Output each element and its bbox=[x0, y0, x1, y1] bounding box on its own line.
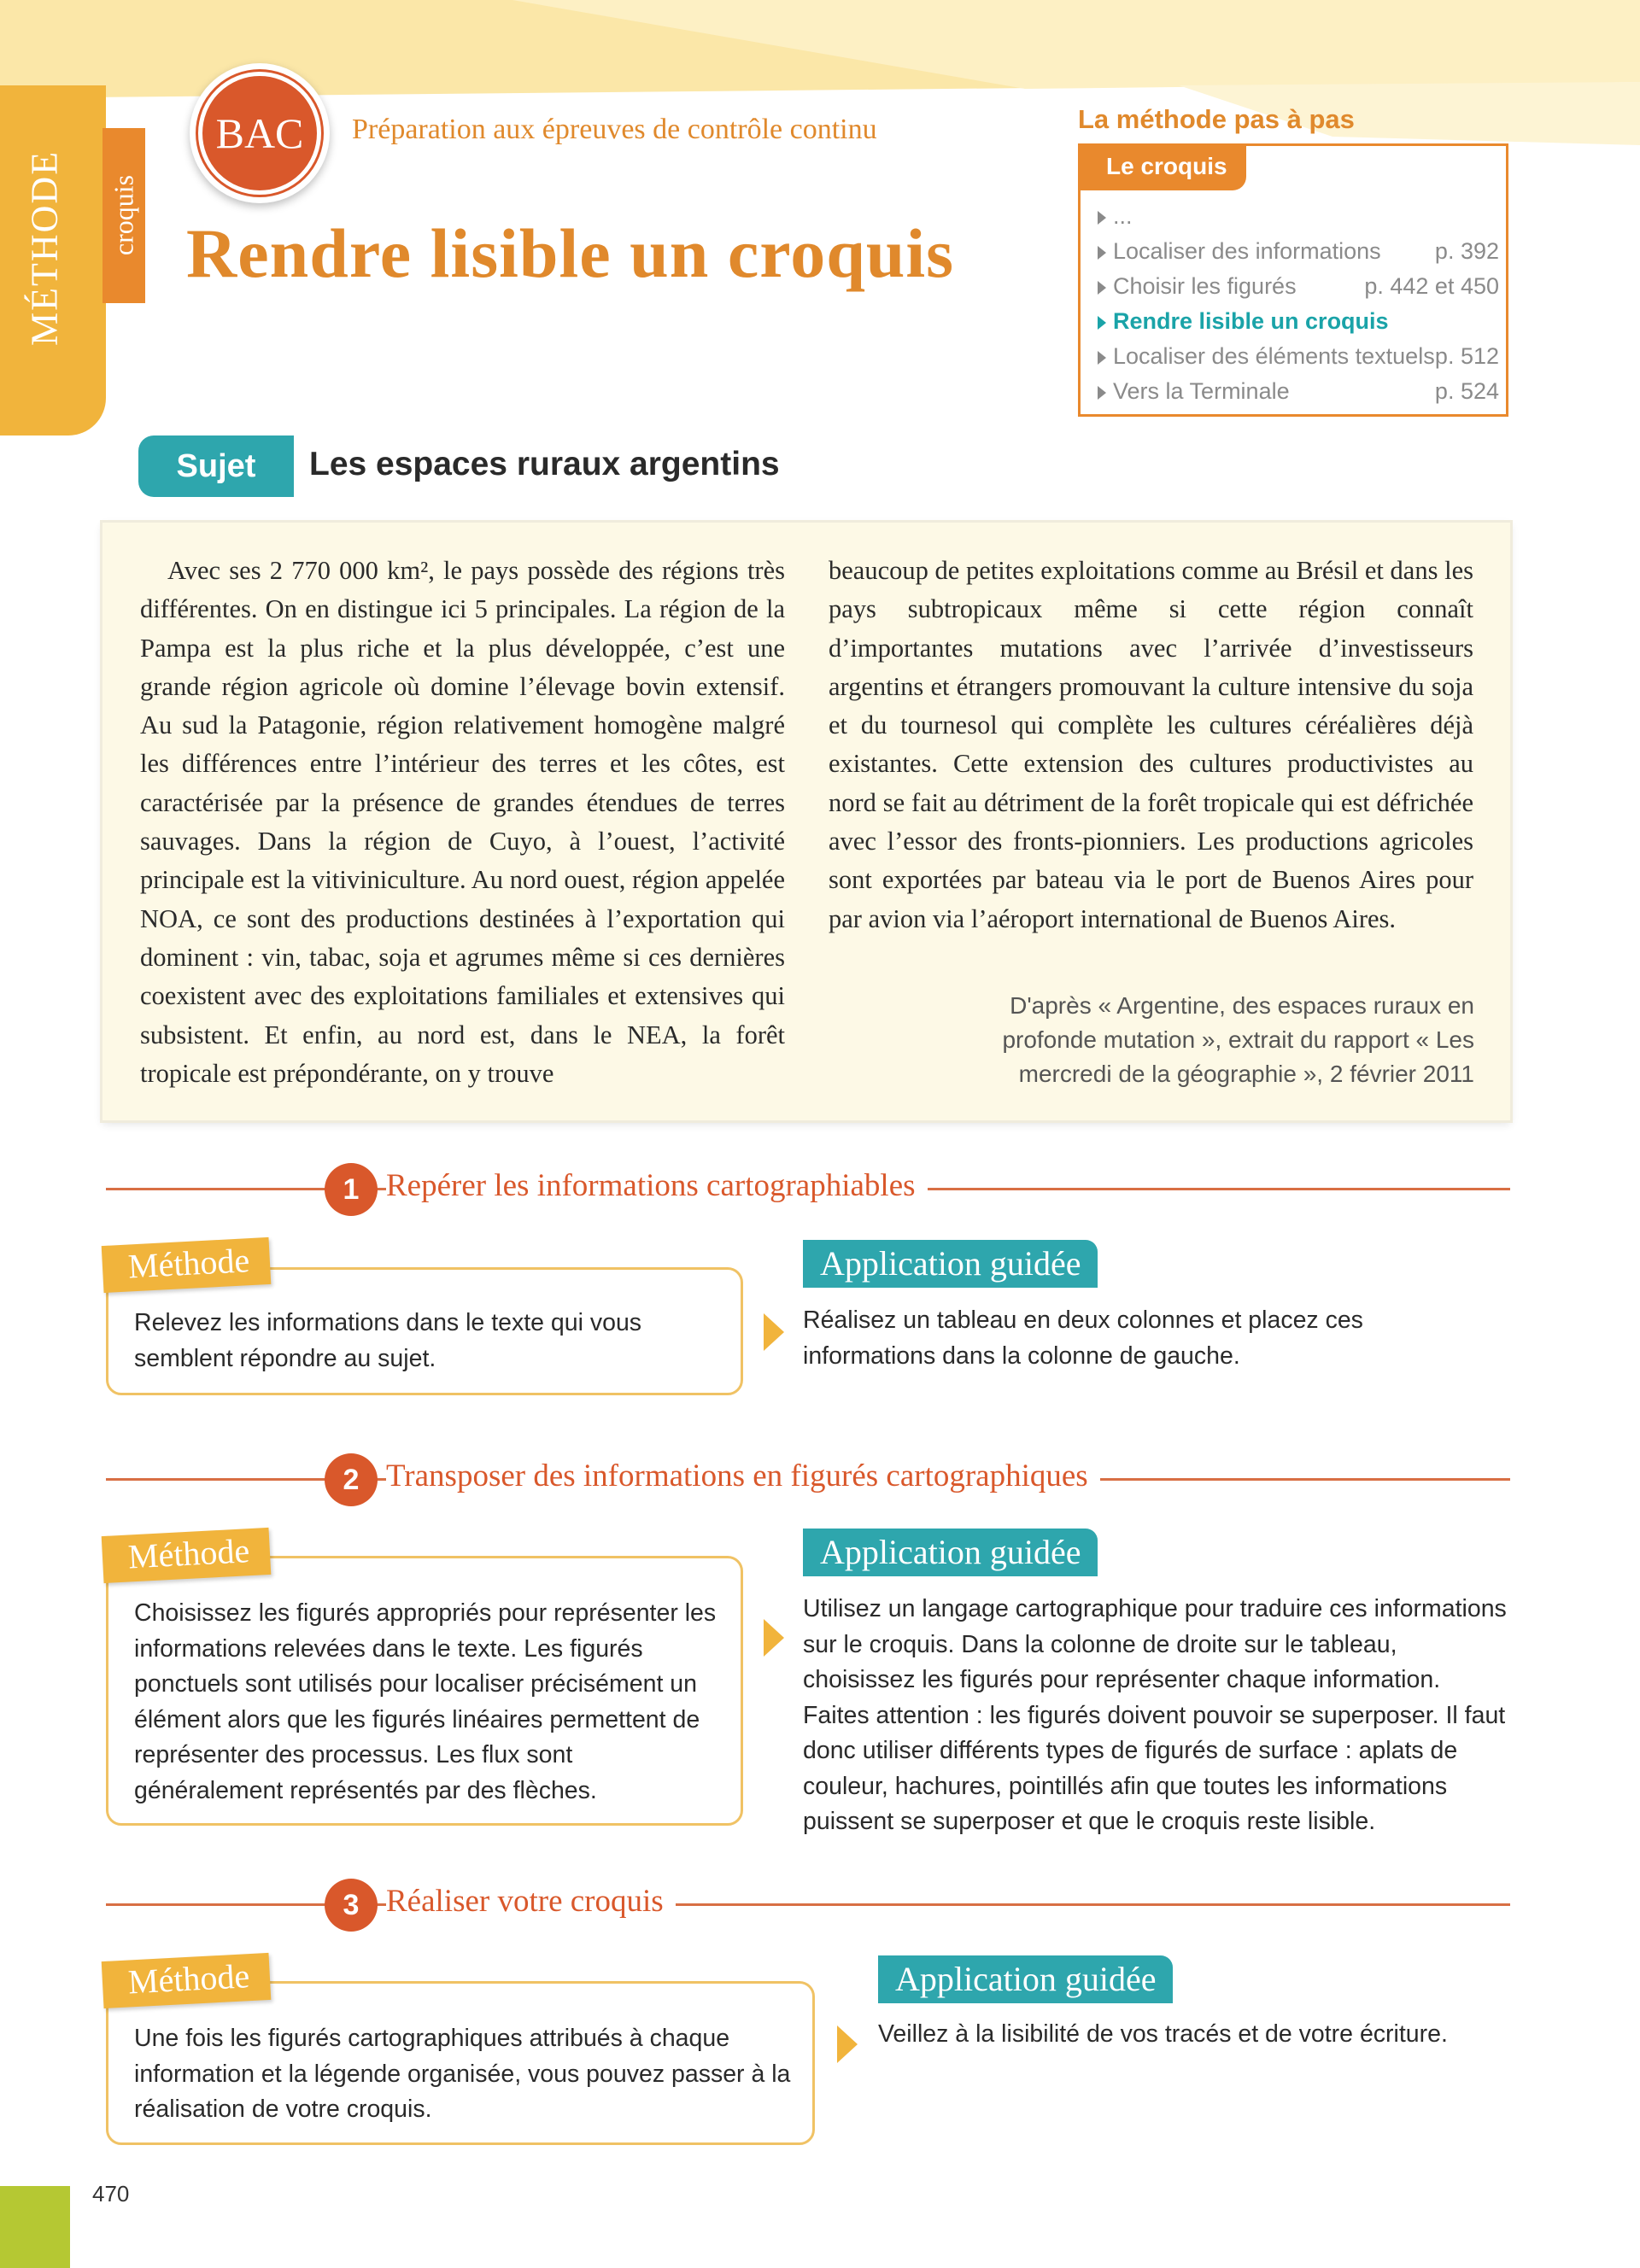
method-card-text: Une fois les figurés cartographiques attribués à chaque information et la légende organisée, vous pouvez passer à la réalisation de votre croquis. bbox=[134, 2025, 791, 2123]
step-number-badge: 1 bbox=[325, 1163, 378, 1216]
document-source: D'après « Argentine, des espaces ruraux en profonde mutation », extrait du rapport « Les mercredi de la géographie », 2 février 2011 bbox=[1002, 992, 1474, 1087]
step-title: Réaliser votre croquis bbox=[386, 1883, 676, 1920]
step-number-badge: 3 bbox=[325, 1879, 378, 1932]
arrow-right-icon bbox=[1098, 351, 1106, 365]
application-tag: Application guidée bbox=[803, 1529, 1098, 1576]
bac-badge-label: BAC bbox=[215, 109, 304, 157]
method-nav-item-active[interactable]: Rendre lisible un croquis bbox=[1098, 304, 1499, 339]
step-title: Transposer des informations en figurés cartographiques bbox=[386, 1458, 1100, 1494]
application-tag: Application guidée bbox=[803, 1240, 1098, 1288]
document-text-panel bbox=[102, 523, 1510, 1120]
application-text: Utilisez un langage cartographique pour traduire ces informations sur le croquis. Dans la colonne de droite sur le tableau, choisissez les figurés pour représenter chaque information. Faites attention : les figurés doivent pouvoir se superposer. Il faut donc utiliser différents types de figurés de surface : aplats de couleur, hachures, pointillés afin que toutes les informations puissent se superposer et que le croquis reste lisible. bbox=[803, 1595, 1507, 1835]
sidebar-label: MÉTHODE bbox=[23, 149, 66, 346]
page-corner-tab bbox=[0, 2186, 70, 2268]
arrow-right-icon bbox=[1098, 281, 1106, 295]
step-divider bbox=[106, 1903, 1510, 1906]
step-title: Repérer les informations cartographiables bbox=[386, 1167, 928, 1204]
application-text: Réalisez un tableau en deux colonnes et placez ces informations dans la colonne de gauche. bbox=[803, 1306, 1363, 1370]
method-nav-item[interactable]: Localiser des éléments textuels p. 512 bbox=[1098, 339, 1499, 374]
method-card-text: Choisissez les figurés appropriés pour représenter les informations relevées dans le texte. Les figurés ponctuels sont utilisés pour localiser précisément un élément alors que les figurés linéaires permettent de représenter des processus. Les flux sont généralement représentés par des flèches. bbox=[134, 1599, 717, 1804]
method-card bbox=[106, 1981, 815, 2145]
method-nav-heading: La méthode pas à pas bbox=[1078, 104, 1355, 134]
method-nav-list bbox=[1098, 199, 1499, 409]
arrow-right-icon bbox=[1098, 246, 1106, 260]
page-subtitle: Préparation aux épreuves de contrôle continu bbox=[352, 114, 877, 145]
method-nav-item[interactable]: ... bbox=[1098, 199, 1499, 234]
method-tag: Méthode bbox=[102, 1528, 272, 1583]
document-text-left: Avec ses 2 770 000 km², le pays possède des régions très différentes. On en distingue ici 5 principales. La région de la Pampa est la plus riche et la plus développée, c’est une grande région agricole où domine l’élevage bovin extensif. Au sud la Patagonie, région relativement homogène malgré les différences entre l’intérieur des terres et les côtes, est caractérisée par la présence de grandes étendues de terres sauvages. Dans la région de Cuyo, à l’ouest, l’activité principale est la vitiviniculture. Au nord ouest, région appelée NOA, ce sont des productions destinées à l’exportation qui dominent : vin, tabac, soja et agrumes même si ces dernières coexistent avec des exploitations familiales et extensives qui subsistent. Et enfin, au nord est, dans le NEA, la forêt tropicale est prépondérante, on y trouve bbox=[140, 556, 785, 1088]
sujet-title: Les espaces ruraux argentins bbox=[309, 446, 780, 482]
method-tag: Méthode bbox=[102, 1953, 272, 2008]
sujet-tag: Sujet bbox=[138, 435, 294, 497]
page-number: 470 bbox=[92, 2181, 130, 2207]
method-nav-item[interactable]: Localiser des informations p. 392 bbox=[1098, 234, 1499, 269]
sidebar-sub-label: croquis bbox=[108, 174, 139, 256]
arrow-right-icon bbox=[1098, 316, 1106, 330]
arrow-right-icon bbox=[1098, 211, 1106, 225]
method-nav-tab: Le croquis bbox=[1081, 146, 1246, 190]
method-nav-box bbox=[1078, 143, 1508, 417]
method-nav-item[interactable]: Vers la Terminale p. 524 bbox=[1098, 374, 1499, 409]
method-card bbox=[106, 1556, 743, 1826]
method-card-text: Relevez les informations dans le texte qui vous semblent répondre au sujet. bbox=[134, 1309, 642, 1372]
triangle-arrow-icon bbox=[837, 2025, 858, 2063]
method-nav-item[interactable]: Choisir les figurés p. 442 et 450 bbox=[1098, 269, 1499, 304]
triangle-arrow-icon bbox=[764, 1313, 784, 1351]
application-tag: Application guidée bbox=[878, 1955, 1173, 2003]
triangle-arrow-icon bbox=[764, 1619, 784, 1657]
document-text-right: beaucoup de petites exploitations comme au Brésil et dans les pays subtropicaux même si cette région connaît d’importantes mutations avec l’arrivée d’investisseurs argentins et étrangers promouvant la culture intensive du soja et du tournesol qui complète les cultures céréalières déjà existantes. Cette extension des cultures productivistes au nord se fait au détriment de la forêt tropicale qui est défrichée avec l’essor des fronts-pionniers. Les productions agricoles sont exportées par bateau via le port de Buenos Aires pour par avion via l’aéroport international de Buenos Aires. bbox=[829, 556, 1473, 933]
step-number-badge: 2 bbox=[325, 1453, 378, 1506]
method-tag: Méthode bbox=[102, 1237, 272, 1293]
arrow-right-icon bbox=[1098, 386, 1106, 400]
bac-badge bbox=[190, 63, 330, 203]
page-title: Rendre lisible un croquis bbox=[186, 214, 955, 292]
application-text: Veillez à la lisibilité de vos tracés et de votre écriture. bbox=[878, 2020, 1448, 2048]
